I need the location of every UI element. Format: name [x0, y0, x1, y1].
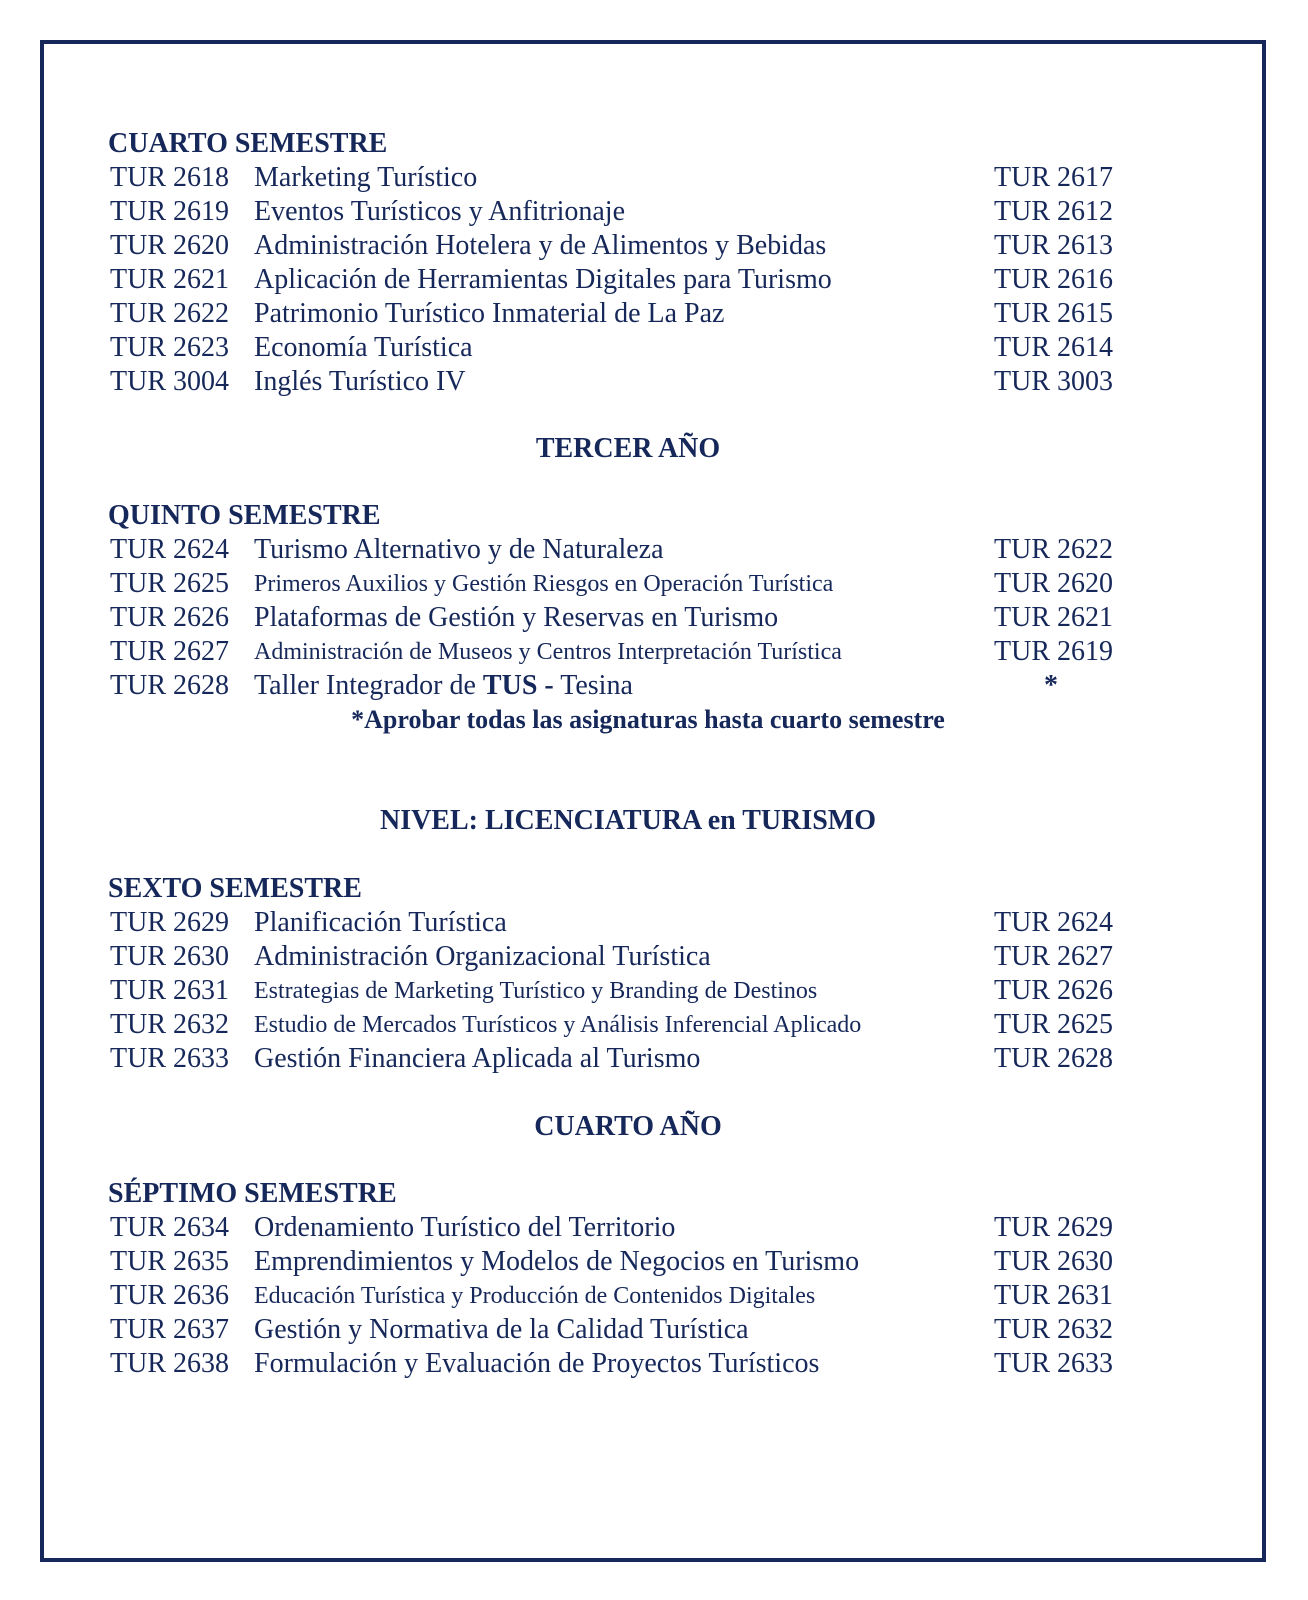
course-name: Aplicación de Herramientas Digitales para Turismo — [254, 264, 832, 295]
course-row — [108, 940, 1148, 974]
course-code: TUR 3004 — [110, 366, 229, 397]
course-name: Patrimonio Turístico Inmaterial de La Paz — [254, 298, 725, 329]
course-name — [254, 669, 633, 703]
course-name: Gestión y Normativa de la Calidad Turística — [254, 1314, 749, 1345]
course-prereq: TUR 2630 — [994, 1246, 1113, 1277]
course-name: Primeros Auxilios y Gestión Riesgos en Operación Turística — [254, 571, 834, 597]
semester-title-cuarto: CUARTO SEMESTRE — [108, 128, 388, 159]
course-prereq: TUR 2612 — [994, 196, 1113, 227]
course-prereq: TUR 2627 — [994, 941, 1113, 972]
prereq-note: *Aprobar todas las asignaturas hasta cuarto semestre — [351, 705, 945, 734]
course-code: TUR 2621 — [110, 264, 229, 295]
course-prereq: TUR 2616 — [994, 264, 1113, 295]
course-prereq: TUR 2614 — [994, 332, 1113, 363]
course-row — [108, 1008, 1148, 1042]
course-row — [108, 331, 1148, 365]
course-code: TUR 2637 — [110, 1314, 229, 1345]
course-name: Educación Turística y Producción de Contenidos Digitales — [254, 1283, 816, 1309]
course-prereq: TUR 2624 — [994, 907, 1113, 938]
course-code: TUR 2620 — [110, 230, 229, 261]
course-code: TUR 2633 — [110, 1043, 229, 1074]
course-prereq: TUR 2626 — [994, 975, 1113, 1006]
curriculum-content — [108, 127, 1148, 1381]
course-prereq: TUR 2632 — [994, 1314, 1113, 1345]
course-prereq: TUR 2628 — [994, 1043, 1113, 1074]
course-prereq: TUR 2625 — [994, 1009, 1113, 1040]
course-name: Estrategias de Marketing Turístico y Branding de Destinos — [254, 978, 818, 1004]
course-name: Formulación y Evaluación de Proyectos Turísticos — [254, 1348, 820, 1379]
course-prereq: TUR 2615 — [994, 298, 1113, 329]
course-name-part: Taller Integrador de — [254, 670, 483, 701]
semester-title-septimo: SÉPTIMO SEMESTRE — [108, 1178, 397, 1209]
course-name: Inglés Turístico IV — [254, 366, 466, 397]
semester-title-quinto: QUINTO SEMESTRE — [108, 500, 381, 531]
course-name: Emprendimientos y Modelos de Negocios en Turismo — [254, 1246, 860, 1277]
course-name: Administración Hotelera y de Alimentos y Bebidas — [254, 230, 827, 261]
course-name: Planificación Turística — [254, 907, 507, 938]
course-code: TUR 2627 — [110, 636, 229, 667]
course-name: Marketing Turístico — [254, 162, 478, 193]
course-name-bold: TUS - — [482, 670, 554, 701]
course-prereq: TUR 2620 — [994, 568, 1113, 599]
course-row — [108, 533, 1148, 567]
course-code: TUR 2636 — [110, 1280, 229, 1311]
course-code: TUR 2629 — [110, 907, 229, 938]
course-row — [108, 195, 1148, 229]
course-code: TUR 2630 — [110, 941, 229, 972]
level-heading: NIVEL: LICENCIATURA en TURISMO — [379, 805, 877, 836]
course-row — [108, 601, 1148, 635]
course-code: TUR 2626 — [110, 602, 229, 633]
course-name: Economía Turística — [254, 332, 473, 363]
course-name: Estudio de Mercados Turísticos y Análisis Inferencial Aplicado — [254, 1012, 862, 1038]
course-name: Turismo Alternativo y de Naturaleza — [254, 534, 664, 565]
course-name: Plataformas de Gestión y Reservas en Turismo — [254, 602, 779, 633]
semester-title-sexto: SEXTO SEMESTRE — [108, 873, 362, 904]
course-row — [108, 1279, 1148, 1313]
course-prereq: * — [1044, 670, 1058, 701]
course-code: TUR 2624 — [110, 534, 229, 565]
course-code: TUR 2635 — [110, 1246, 229, 1277]
course-row — [108, 1347, 1148, 1381]
course-name: Gestión Financiera Aplicada al Turismo — [254, 1043, 701, 1074]
course-code: TUR 2622 — [110, 298, 229, 329]
course-code: TUR 2625 — [110, 568, 229, 599]
course-row — [108, 1211, 1148, 1245]
course-row — [108, 229, 1148, 263]
course-code: TUR 2628 — [110, 670, 229, 701]
course-code: TUR 2631 — [110, 975, 229, 1006]
course-row — [108, 161, 1148, 195]
year-heading-tercer: TERCER AÑO — [535, 433, 721, 464]
course-prereq: TUR 2621 — [994, 602, 1113, 633]
course-prereq: TUR 2613 — [994, 230, 1113, 261]
course-row — [108, 297, 1148, 331]
course-name: Ordenamiento Turístico del Territorio — [254, 1212, 676, 1243]
course-row — [108, 1245, 1148, 1279]
course-prereq: TUR 2633 — [994, 1348, 1113, 1379]
course-row — [108, 567, 1148, 601]
course-code: TUR 2618 — [110, 162, 229, 193]
course-code: TUR 2632 — [110, 1009, 229, 1040]
course-name: Administración de Museos y Centros Interpretación Turística — [254, 639, 842, 665]
course-row — [108, 1042, 1148, 1076]
course-name-part: Tesina — [553, 670, 633, 701]
course-prereq: TUR 2619 — [994, 636, 1113, 667]
course-prereq: TUR 2631 — [994, 1280, 1113, 1311]
course-prereq: TUR 2617 — [994, 162, 1113, 193]
course-row — [108, 263, 1148, 297]
course-prereq: TUR 2622 — [994, 534, 1113, 565]
course-name: Administración Organizacional Turística — [254, 941, 711, 972]
course-name: Eventos Turísticos y Anfitrionaje — [254, 196, 625, 227]
course-code: TUR 2638 — [110, 1348, 229, 1379]
course-row — [108, 906, 1148, 940]
course-prereq: TUR 3003 — [994, 366, 1113, 397]
course-row — [108, 1313, 1148, 1347]
course-code: TUR 2634 — [110, 1212, 229, 1243]
course-row — [108, 365, 1148, 399]
course-code: TUR 2619 — [110, 196, 229, 227]
course-row — [108, 635, 1148, 669]
course-row — [108, 974, 1148, 1008]
year-heading-cuarto: CUARTO AÑO — [534, 1111, 722, 1142]
course-code: TUR 2623 — [110, 332, 229, 363]
course-prereq: TUR 2629 — [994, 1212, 1113, 1243]
course-row — [108, 669, 1148, 703]
